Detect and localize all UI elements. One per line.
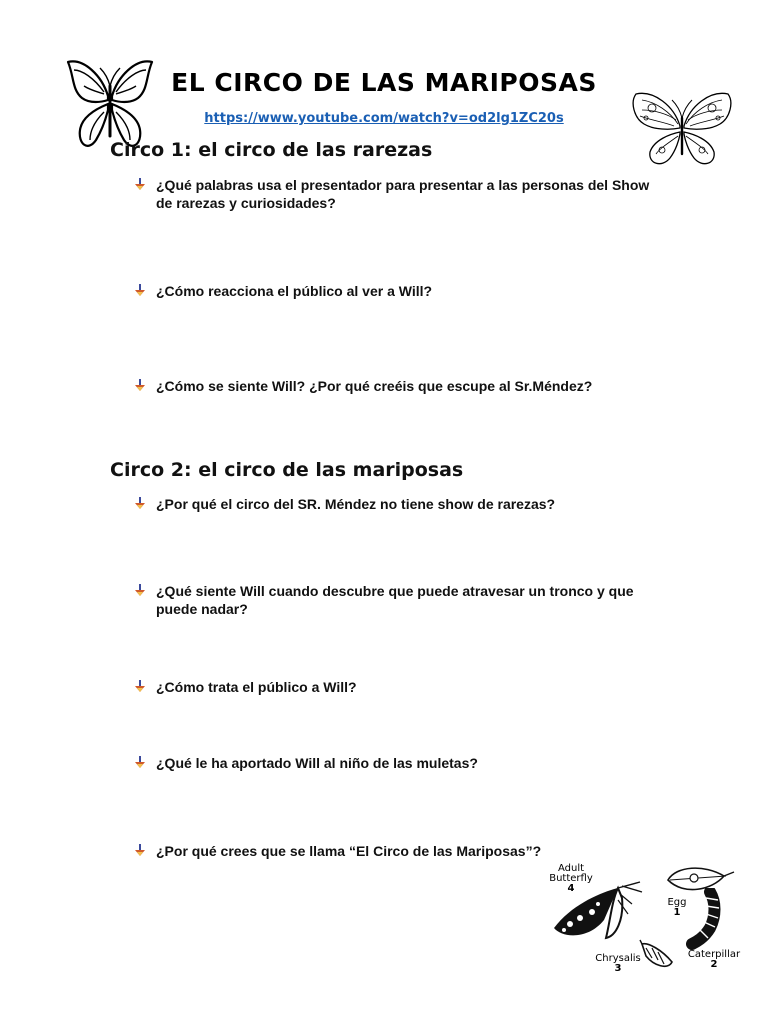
question-text: ¿Por qué el circo del SR. Méndez no tiene show de rarezas? [156,496,556,512]
arrow-bullet-icon [134,680,146,694]
egg-number: 1 [673,907,681,918]
question-item [134,176,654,212]
question-text: ¿Cómo reacciona el público al ver a Will? [156,283,433,299]
question-text: ¿Qué palabras usa el presentador para presentar a las personas del Show de rarezas y curiosidades? [156,177,650,211]
chrysalis-label [592,954,644,974]
question-item [134,582,654,618]
question-text: ¿Cómo trata el público a Will? [156,679,357,695]
arrow-bullet-icon [134,178,146,192]
arrow-bullet-icon [134,844,146,858]
arrow-bullet-icon [134,379,146,393]
adult-label-text: Adult Butterfly [549,863,593,884]
section-heading-circo-2: Circo 2: el circo de las mariposas [110,459,464,481]
question-text: ¿Qué siente Will cuando descubre que puede atravesar un tronco y que puede nadar? [156,583,634,617]
question-text: ¿Por qué crees que se llama “El Circo de las Mariposas”? [156,843,542,859]
document-title: EL CIRCO DE LAS MARIPOSAS [171,68,597,97]
question-item [134,377,654,395]
caterpillar-image [686,888,726,950]
adult-butterfly-label [546,864,596,894]
section-heading-circo-1: Circo 1: el circo de las rarezas [110,139,433,161]
butterfly-mandala-image [628,88,736,172]
question-item [134,495,654,513]
arrow-bullet-icon [134,497,146,511]
caterpillar-label-text: Caterpillar [687,949,741,960]
chrysalis-number: 3 [614,963,622,974]
caterpillar-number: 2 [710,959,718,970]
video-link[interactable]: https://www.youtube.com/watch?v=od2lg1ZC20s [204,111,564,126]
arrow-bullet-icon [134,756,146,770]
question-text: ¿Cómo se siente Will? ¿Por qué creéis que escupe al Sr.Méndez? [156,378,593,394]
question-item [134,754,654,772]
arrow-bullet-icon [134,584,146,598]
question-item [134,282,654,300]
question-text: ¿Qué le ha aportado Will al niño de las muletas? [156,755,478,771]
egg-label-text: Egg [667,897,687,908]
lifecycle-diagram [546,858,746,978]
question-item [134,678,654,696]
adult-number: 4 [567,883,575,894]
chrysalis-label-text: Chrysalis [595,953,641,964]
chrysalis-image [638,938,678,972]
arrow-bullet-icon [134,284,146,298]
caterpillar-label [684,950,744,970]
